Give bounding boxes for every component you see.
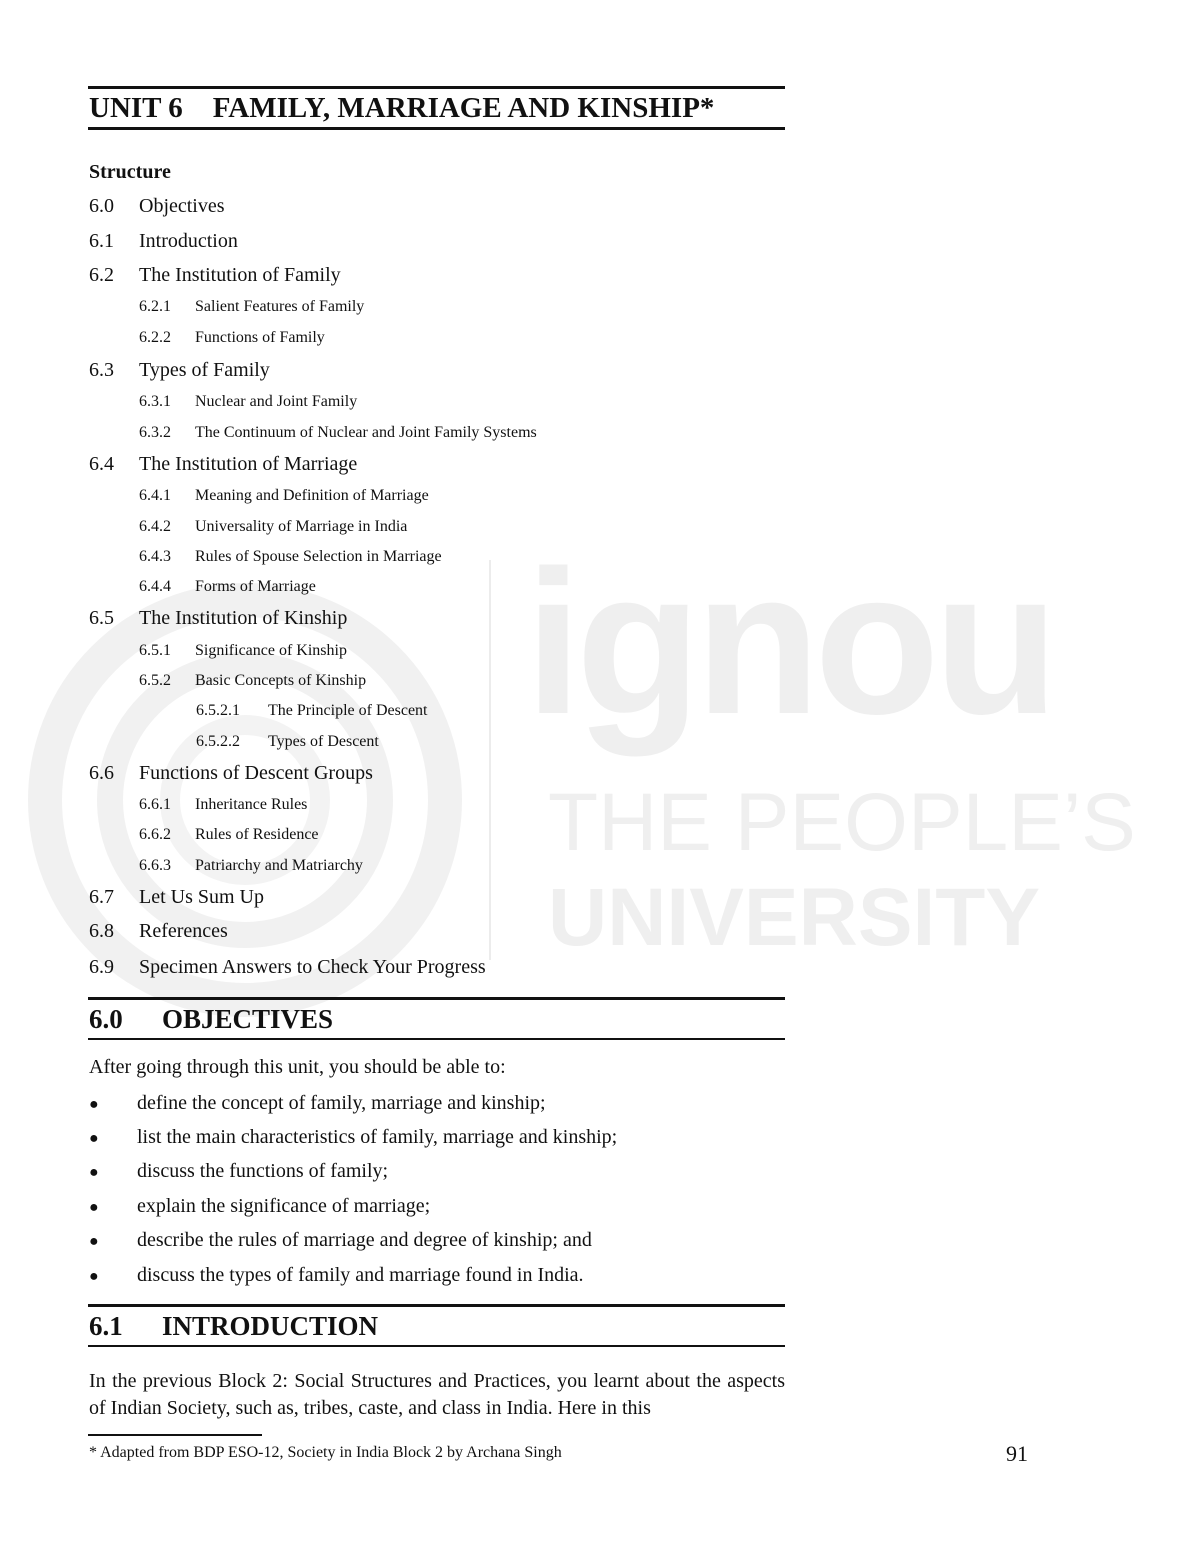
toc-item[interactable]: 6.3.2 The Continuum of Nuclear and Joint Family Systems [139, 424, 537, 441]
watermark-line2: UNIVERSITY [548, 872, 1041, 963]
title-top-rule [88, 86, 785, 89]
toc-item[interactable]: 6.5.2.2 Types of Descent [196, 733, 379, 750]
bullet-icon: ● [89, 1130, 99, 1147]
toc-item[interactable]: 6.5.2 Basic Concepts of Kinship [139, 672, 367, 689]
toc-item[interactable]: 6.3 Types of Family [89, 359, 270, 381]
objectives-intro: After going through this unit, you should be able to: [89, 1056, 506, 1078]
introduction-number: 6.1 [89, 1311, 123, 1341]
title-bottom-rule [88, 127, 785, 130]
introduction-paragraph: In the previous Block 2: Social Structures and Practices, you learnt about the aspects of Indian Society, such as, tribes, caste, and class in India. Here in this [89, 1370, 785, 1419]
introduction-bottom-rule [88, 1345, 785, 1347]
toc-item[interactable]: 6.1 Introduction [89, 230, 238, 252]
objective-bullet: ● define the concept of family, marriage and kinship; [89, 1092, 546, 1114]
objectives-top-rule [88, 997, 785, 1000]
unit-number: UNIT 6 [89, 92, 183, 124]
bullet-icon: ● [89, 1268, 99, 1285]
toc-item[interactable]: 6.3.1 Nuclear and Joint Family [139, 393, 358, 410]
objective-bullet: ● describe the rules of marriage and degree of kinship; and [89, 1229, 592, 1251]
objective-bullet: ● explain the significance of marriage; [89, 1195, 431, 1217]
toc-item[interactable]: 6.4.3 Rules of Spouse Selection in Marriage [139, 548, 442, 565]
footnote: * Adapted from BDP ESO-12, Society in India Block 2 by Archana Singh [89, 1444, 562, 1461]
unit-title [89, 92, 714, 125]
toc-item[interactable]: 6.6 Functions of Descent Groups [89, 762, 373, 784]
toc-item[interactable]: 6.5.2.1 The Principle of Descent [196, 702, 428, 719]
toc-item[interactable]: 6.6.2 Rules of Residence [139, 826, 319, 843]
toc-item[interactable]: 6.4.4 Forms of Marriage [139, 578, 316, 595]
objective-bullet: ● list the main characteristics of family, marriage and kinship; [89, 1126, 618, 1148]
objectives-bottom-rule [88, 1038, 785, 1040]
objectives-number: 6.0 [89, 1004, 123, 1034]
structure-label: Structure [89, 161, 171, 183]
objectives-title: OBJECTIVES [162, 1004, 334, 1034]
watermark-ignou: ignou [525, 528, 1053, 757]
toc-item[interactable]: 6.7 Let Us Sum Up [89, 886, 264, 908]
objective-bullet: ● discuss the functions of family; [89, 1160, 389, 1182]
objectives-heading [89, 1004, 333, 1035]
introduction-top-rule [88, 1304, 785, 1307]
objective-bullet: ● discuss the types of family and marriage found in India. [89, 1264, 584, 1286]
toc-item[interactable]: 6.6.1 Inheritance Rules [139, 796, 308, 813]
toc-item[interactable]: 6.2.2 Functions of Family [139, 329, 325, 346]
page-number: 91 [1006, 1441, 1028, 1466]
bullet-icon: ● [89, 1199, 99, 1216]
footnote-rule [88, 1434, 262, 1436]
toc-item[interactable]: 6.2 The Institution of Family [89, 264, 341, 286]
watermark-line1: THE PEOPLE’S [548, 777, 1136, 868]
toc-item[interactable]: 6.2.1 Salient Features of Family [139, 298, 365, 315]
toc-item[interactable]: 6.9 Specimen Answers to Check Your Progress [89, 956, 486, 978]
toc-item[interactable]: 6.8 References [89, 920, 228, 942]
introduction-title: INTRODUCTION [162, 1311, 379, 1341]
toc-item[interactable]: 6.5.1 Significance of Kinship [139, 642, 347, 659]
unit-title-text: FAMILY, MARRIAGE AND KINSHIP* [212, 92, 715, 124]
bullet-icon: ● [89, 1096, 99, 1113]
toc-item[interactable]: 6.4.2 Universality of Marriage in India [139, 518, 408, 535]
introduction-heading [89, 1311, 378, 1342]
toc-item[interactable]: 6.5 The Institution of Kinship [89, 607, 348, 629]
toc-item[interactable]: 6.6.3 Patriarchy and Matriarchy [139, 857, 363, 874]
toc-item[interactable]: 6.0 Objectives [89, 195, 225, 217]
toc-item[interactable]: 6.4 The Institution of Marriage [89, 453, 358, 475]
bullet-icon: ● [89, 1164, 99, 1181]
toc-item[interactable]: 6.4.1 Meaning and Definition of Marriage [139, 487, 429, 504]
bullet-icon: ● [89, 1233, 99, 1250]
